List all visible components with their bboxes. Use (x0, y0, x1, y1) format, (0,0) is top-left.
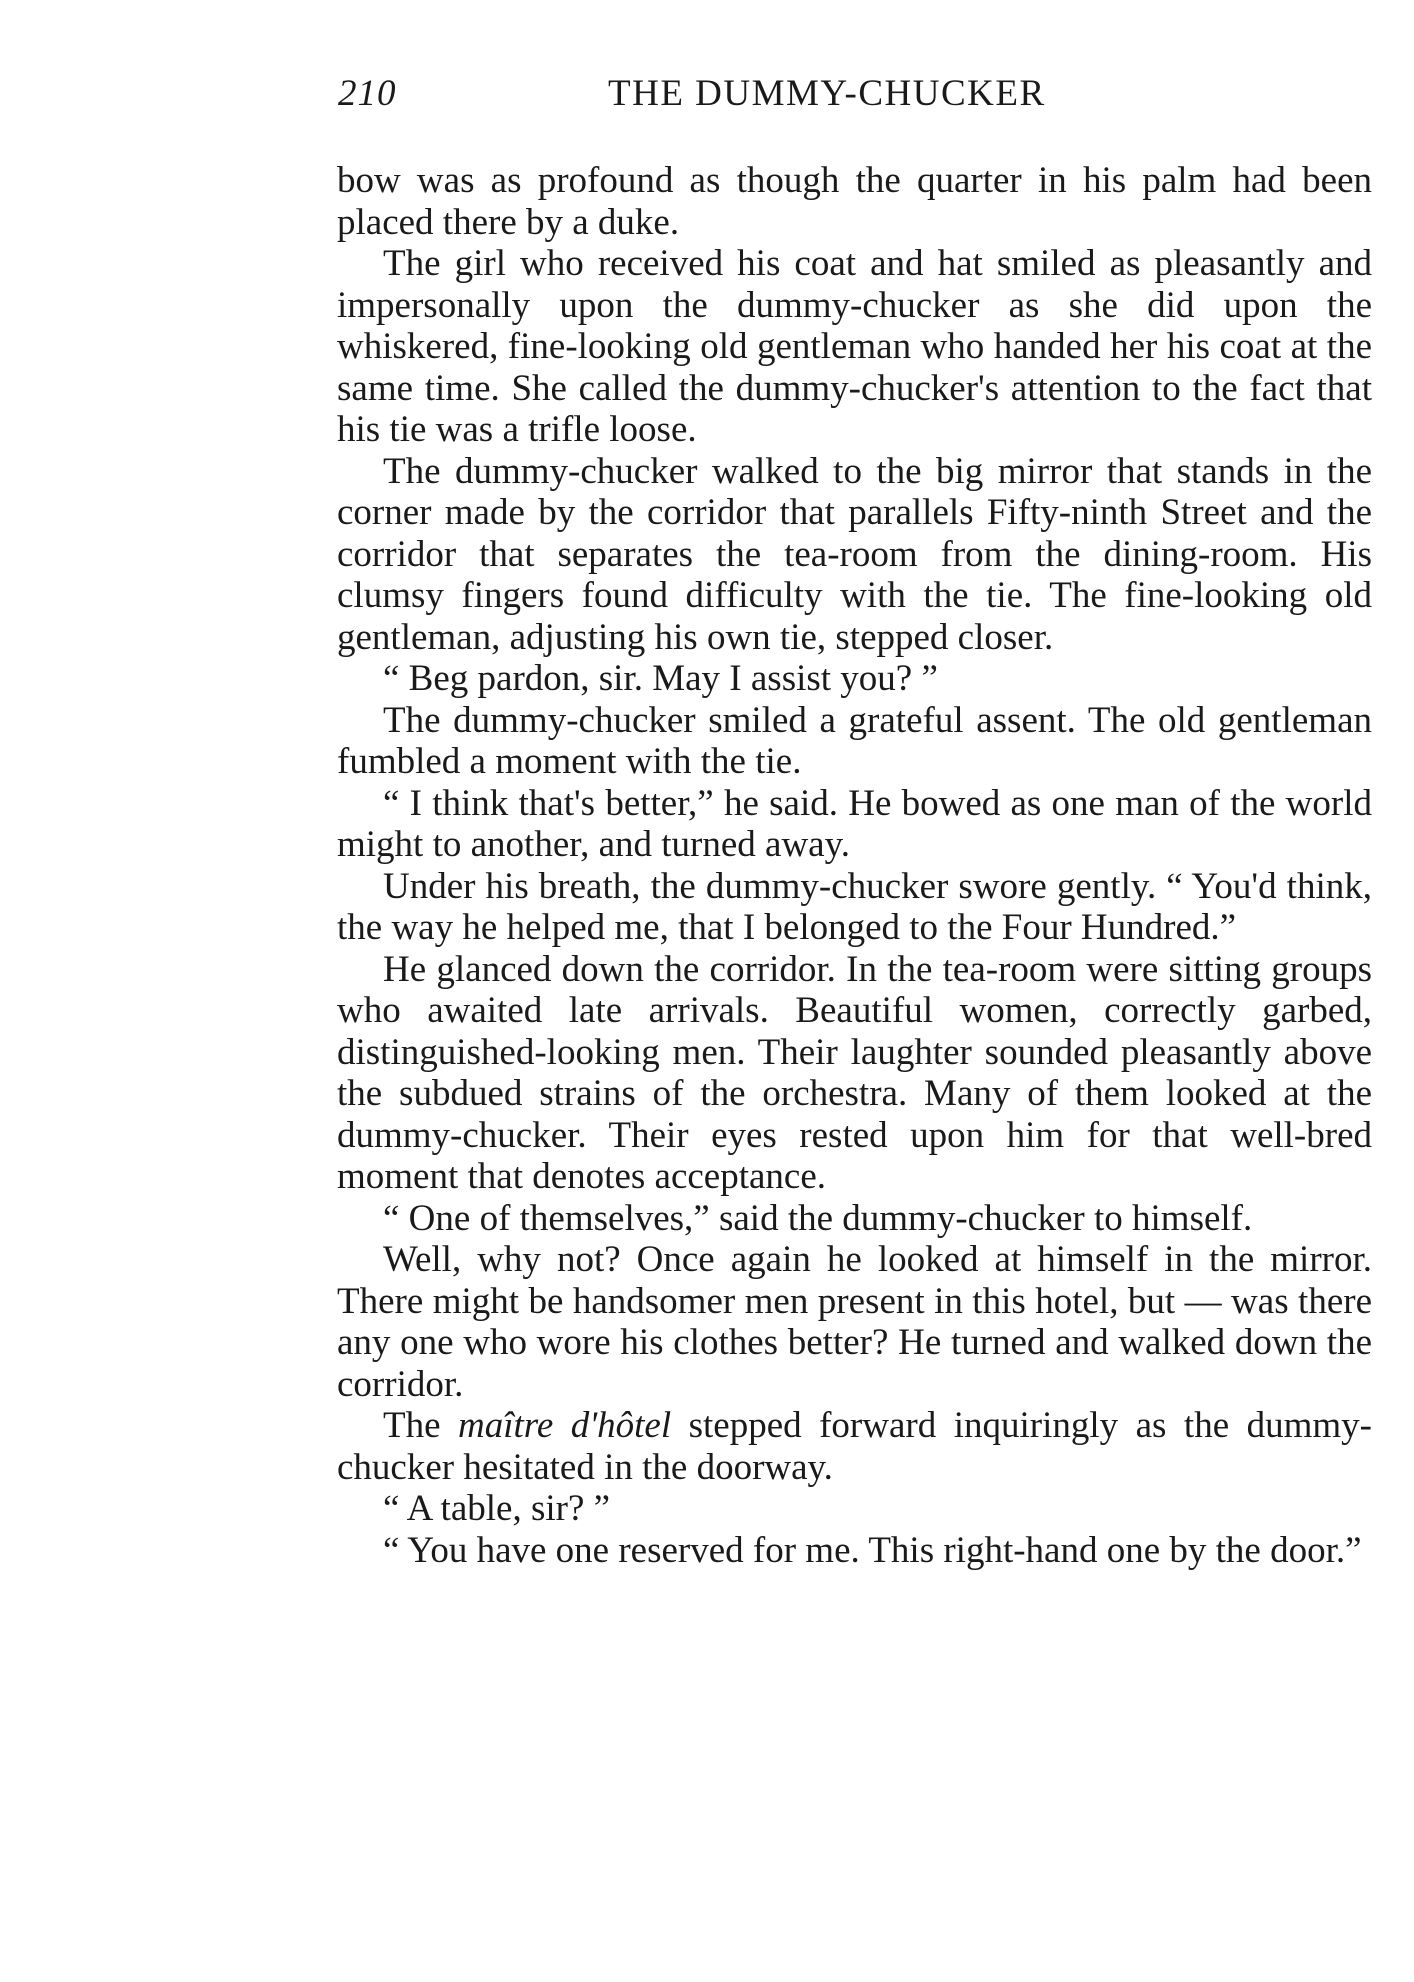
paragraph: The girl who received his coat and hat smiled as pleasantly and impersonally upon the dummy-chucker as she did upon the whiskered, fine-looking old gentleman who handed her his coat at the same time. She called the dummy-chucker's attention to the fact that his tie was a trifle loose. (337, 243, 1372, 450)
running-title: THE DUMMY-CHUCKER (608, 73, 1046, 114)
paragraph: “ You have one reserved for me. This right-hand one by the door.” (383, 1529, 1362, 1571)
paragraph: Under his breath, the dummy-chucker swore gently. “ You'd think, the way he helped me, that I belonged to the Four Hundred.” (337, 865, 1372, 948)
italic-term: maître d'hôtel (458, 1405, 672, 1446)
paragraph: “ Beg pardon, sir. May I assist you? ” (383, 658, 938, 699)
paragraph: The dummy-chucker walked to the big mirror that stands in the corner made by the corridor that parallels Fifty-ninth Street and the corridor that separates the tea-room from the dining-room. His clumsy fingers found difficulty with the tie. The fine-looking old gentleman, adjusting his own tie, stepped closer. (337, 450, 1372, 658)
paragraph: “ I think that's better,” he said. He bowed as one man of the world might to another, and turned away. (337, 782, 1372, 865)
paragraph: “ One of themselves,” said the dummy-chucker to himself. (383, 1197, 1253, 1239)
body-text (337, 160, 1372, 1571)
paragraph-maitre (337, 1405, 1372, 1488)
paragraph: He glanced down the corridor. In the tea-room were sitting groups who awaited late arrivals. Beautiful women, correctly garbed, distinguished-looking men. Their laughter sounded pleasantly above the subdued strains of the orchestra. Many of them looked at the dummy-chucker. Their eyes rested upon him for that well-bred moment that denotes acceptance. (337, 948, 1372, 1197)
text-run: The (383, 1405, 459, 1446)
paragraph: Well, why not? Once again he looked at himself in the mirror. There might be handsomer men present in this hotel, but — was there any one who wore his clothes better? He turned and walked down the corridor. (337, 1239, 1372, 1405)
page-number: 210 (338, 73, 397, 114)
paragraph: The dummy-chucker smiled a grateful assent. The old gentleman fumbled a moment with the tie. (337, 699, 1372, 782)
running-head (338, 72, 1378, 132)
paragraph: bow was as profound as though the quarter in his palm had been placed there by a duke. (337, 160, 1372, 243)
paragraph: “ A table, sir? ” (383, 1488, 611, 1529)
text-run: stepped forward inquiringly as the dummy-chucker hesitated in the doorway. (337, 1405, 1372, 1488)
